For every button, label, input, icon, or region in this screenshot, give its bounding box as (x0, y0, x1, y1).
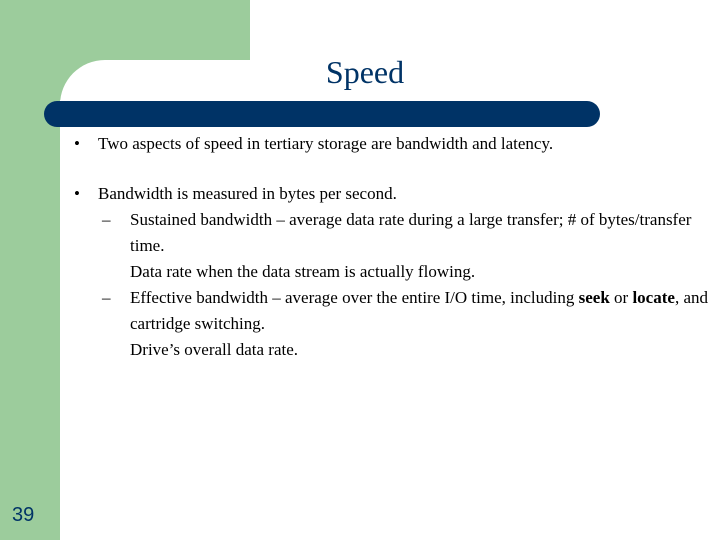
sub-mark: – (102, 210, 111, 229)
slide-number: 39 (12, 504, 35, 526)
bullet-text: Bandwidth is measured in bytes per second. (98, 184, 397, 203)
sub-text (130, 207, 710, 285)
sub-mark: – (102, 288, 111, 307)
sub-item (98, 285, 710, 363)
sub-text-part: Effective bandwidth – average over the entire I/O time, including (130, 288, 579, 307)
sub-item (98, 207, 710, 285)
bullet-mark: • (74, 184, 80, 203)
bullet-item (70, 131, 710, 157)
slide-body (70, 130, 710, 363)
emphasis-locate: locate (632, 288, 675, 307)
bullet-text: Two aspects of speed in tertiary storage are bandwidth and latency. (98, 134, 554, 153)
sub-line: Drive’s overall data rate. (130, 340, 299, 359)
emphasis-seek: seek (578, 288, 610, 307)
sub-line: Sustained bandwidth – average data rate during a large transfer; # of bytes/transfer time. (130, 210, 692, 255)
sub-text (130, 285, 710, 363)
page-title: Speed (325, 54, 405, 90)
title-rule (44, 101, 600, 127)
bullet-mark: • (74, 134, 80, 153)
bullet-item (70, 181, 710, 207)
sub-line: Data rate when the data stream is actually flowing. (130, 262, 476, 281)
sub-text-part: or (609, 288, 633, 307)
sub-text-part: , and cartridge switching. (130, 288, 708, 333)
